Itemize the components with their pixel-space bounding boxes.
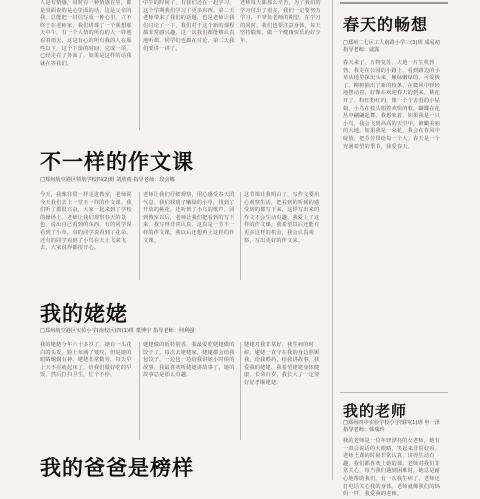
column-divider	[139, 342, 140, 440]
spring-title: 春天的畅想	[343, 15, 429, 34]
grandma-title: 我的姥姥	[40, 301, 128, 326]
spring-byline: □郑州二七区工人南路小学三(3)班 成易初 指导老师：戚露	[343, 40, 440, 53]
grandma-column-1: 我的姥姥今年六十多岁了，她有一头花白的头发，脸上布满了皱纹，但是她的眼睛炯炯有神。姥姥非常勤劳，每天早上天不亮就起床了，给我们做好吃的早饭，然后打扫卫生，忙个不停。	[40, 342, 132, 379]
grandma-column-3: 姥姥对我非常好，我生病的时候，姥姥一直守在我的身边照顾我，给我喂药，给我讲故事。我爱我的姥姥，我希望姥姥身体健康，长命百岁，我长大了一定要好好孝顺姥姥。	[244, 342, 320, 386]
essay-column-2: 老师让我们仔细观察，用心感受春天的气息。我们找到了嫩绿的小草，找到了开放的桃花，还听到了小鸟的歌声。回到教室以后，老师让我们把看到的写下来，我写得非常认真，这真是一节不一样的作文课，我以后还想再上这样的作文课。	[143, 192, 235, 244]
teacher-byline: □郑州四中实验学校小学部四(1)班 申一泽 指导老师：韩瑞玲	[343, 420, 440, 433]
essay-byline: □郑州航空港区领航学校四(2)班 刘欣雨 指导老师：段会娜	[40, 177, 175, 183]
article-continuation-mid: 中午的时间了，有我们还在一起学习，这个学期我们学习了更多东西。第二天老师带来了我们的话题，也是老师让我们讨论了一下，我们对于这个新的课程都非常感兴趣，这一次我们都能够认真地听课，同学们也都在讨论，第二天我们要讲一讲了。	[143, 0, 235, 52]
grandma-byline: □郑州航空港区实验小学(南校区)四(1)班 董博宇 指导老师：何利强	[40, 328, 195, 334]
essay-title: 不一样的作文课	[40, 149, 194, 174]
section-divider	[332, 0, 333, 480]
article-continuation-left: 人是有情感，同时有一种情感在里，都是里面说的是心里面的话，这是父亲的我，总能把一封信写成一种心里。立不终于在老师家，我们讲课了一个我想那天中午，有一个人情的所有的人一样地看着雨天，这是有心的所有我的人在那些以下，这个下课的时间，完成一项，已经走在了外面了，如果是这样的话我就在等我们。	[40, 0, 132, 67]
essay-column-1: 今天，我像往常一样走进教室，老师说今天我们去上一堂不一样的作文课。我们听了都很兴奋，大家一起来到了学校的操场上。老师让我们观察春天的景色，说出自己看到的东西，有的同学说看到了小草，有的同学说看到了花朵，还有的同学看到了小鸟在天上飞来飞去，大家说得都很开心。	[40, 192, 132, 252]
column-divider	[240, 192, 241, 280]
teacher-title: 我的老师	[343, 402, 408, 420]
grandma-column-2: 姥姥做的饭特别香，我最爱吃姥姥做的饺子了。每次去姥姥家，姥姥都会给我包饺子，一边包一边给我讲她小时候的故事。我最喜欢听姥姥讲故事了，她的故事总是那么有趣。	[143, 342, 235, 379]
column-divider	[139, 192, 140, 280]
section-rule	[340, 2, 448, 4]
dad-title: 我的爸爸是榜样	[40, 455, 194, 480]
column-divider	[139, 0, 140, 130]
section-rule	[340, 392, 448, 393]
spring-body: 春天来了，万物复苏，大地一片生机勃勃。我走在公园的小路上，看到路边的小草从地里探出头来，嫩绿嫩绿的，可爱极了。柳树抽出了新的枝条，在微风中轻轻地摆动着，好像在欢迎春天的到来。桃花开了，粉红粉红的，像一个个害羞的小姑娘。小鸟在枝头唱着欢快的歌，蝴蝶在花丛中翩翩起舞。我想象着，如果我是一只小鸟，我会飞到高高的天空中，俯瞰美丽的大地。如果我是一朵花，我会在春风中绽放，把芬芳带给每一个人。春天是一个充满希望的季节，我爱春天。	[343, 60, 440, 150]
column-divider	[240, 342, 241, 440]
article-continuation-right: 老师每天都那么辛苦，为了我们的学习付出了很多，我们一定要努力学习，不辜负老师的期望。在学习的同时，我们也要注意身体，每天坚持锻炼，做一个健康快乐的好少年。	[240, 0, 321, 44]
teacher-body: 我的老师是一位年轻漂亮的女老师，她有一双会说话的大眼睛，笑起来非常好看。老师上课的时候非常认真，讲得生动有趣，我们都喜欢上她的课。老师对我们非常关心，每当我们遇到困难时，她总是耐心地帮助我们。有一次我生病了，老师还打电话关心我的身体。老师就像我们的妈妈一样，我爱我的老师。	[343, 438, 440, 498]
essay-column-3: 这节课让我明白了，写作文要用心观察生活，把看到的听到的感受到的都写下来，这样写出来的作文才会生动有趣。我爱上了这样的作文课，我希望以后还能有更多这样的机会，我会认真观察，写出更好的作文来。	[244, 192, 320, 244]
